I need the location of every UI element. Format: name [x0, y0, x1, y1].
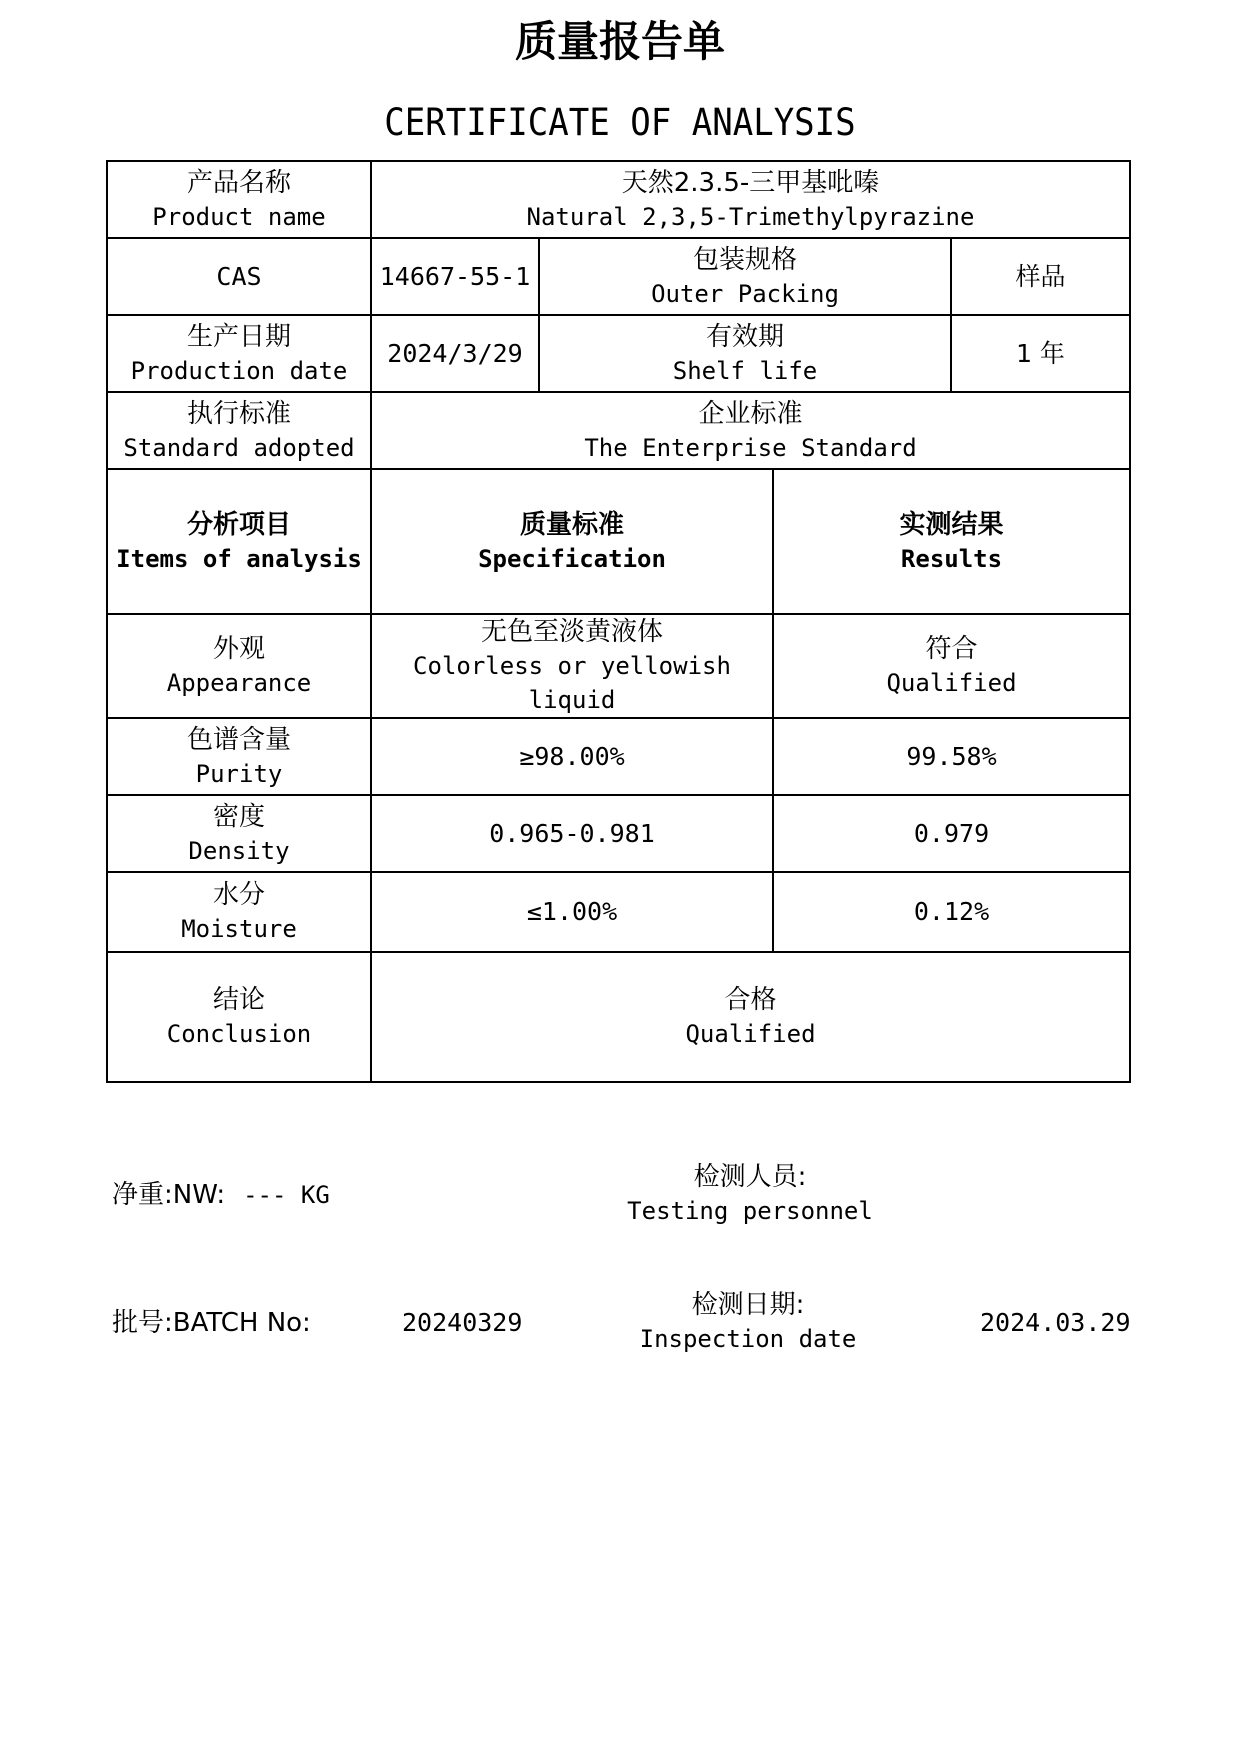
header-en: Specification: [478, 544, 666, 573]
value-cn: 合格: [724, 985, 777, 1015]
row-standard: [107, 392, 1130, 469]
certificate-table: [106, 160, 1131, 1083]
label-en: Product name: [152, 202, 326, 231]
item-en: Purity: [195, 759, 283, 788]
table-row: [107, 795, 1130, 872]
inspection-date-value: 2024.03.29: [980, 1308, 1131, 1337]
batch-label: [112, 1306, 311, 1340]
net-weight-value: --- KG: [243, 1181, 330, 1209]
value-outer-packing: 样品: [951, 238, 1130, 315]
table-row: [107, 872, 1130, 952]
label-outer-packing: [539, 238, 951, 315]
table-row: [107, 614, 1130, 718]
item-purity: [107, 718, 371, 795]
header-cn: 实测结果: [899, 509, 1004, 540]
spec-purity: ≥98.00%: [371, 718, 773, 795]
value-cas: 14667-55-1: [371, 238, 539, 315]
label-cn: 生产日期: [186, 321, 291, 352]
value-en: The Enterprise Standard: [584, 433, 917, 462]
label-en: Conclusion: [166, 1020, 312, 1048]
header-items: [107, 469, 371, 614]
result-purity: 99.58%: [773, 718, 1130, 795]
label-en: Production date: [130, 356, 348, 385]
header-spec: [371, 469, 773, 614]
result-cn: 符合: [925, 634, 978, 664]
row-conclusion: [107, 952, 1130, 1082]
spec-density: 0.965-0.981: [371, 795, 773, 872]
inspection-date-label-en: Inspection date: [639, 1325, 857, 1353]
row-cas: [107, 238, 1130, 315]
label-cn: 产品名称: [186, 167, 291, 198]
item-density: [107, 795, 371, 872]
label-production-date: [107, 315, 371, 392]
spec-cn: 无色至淡黄液体: [480, 617, 663, 647]
label-cn: 包装规格: [692, 244, 797, 275]
label-conclusion: [107, 952, 371, 1082]
item-en: Moisture: [181, 915, 297, 943]
batch-value: 20240329: [402, 1308, 523, 1337]
value-cn: 企业标准: [698, 398, 803, 429]
header-results: [773, 469, 1130, 614]
header-en: Items of analysis: [116, 544, 362, 573]
label-en: Outer Packing: [651, 279, 839, 308]
testing-personnel-label-en: Testing personnel: [627, 1197, 873, 1225]
label-cn: 执行标准: [186, 398, 291, 429]
label-en: Shelf life: [672, 356, 818, 385]
spec-en: Colorless or yellowish liquid: [413, 652, 731, 714]
item-cn: 水分: [212, 880, 265, 910]
value-en: Qualified: [685, 1020, 816, 1048]
item-en: Density: [188, 836, 290, 865]
batch-label-text: 批号:BATCH No:: [112, 1308, 311, 1338]
item-en: Appearance: [166, 669, 312, 697]
result-appearance: [773, 614, 1130, 718]
spec-appearance: [371, 614, 773, 718]
net-weight-label: 净重:NW:: [112, 1180, 226, 1210]
label-product-name: [107, 161, 371, 238]
value-shelf-life: 1 年: [951, 315, 1130, 392]
label-cas: CAS: [107, 238, 371, 315]
value-conclusion: [371, 952, 1130, 1082]
value-standard: [371, 392, 1130, 469]
value-cn: 天然2.3.5-三甲基吡嗪: [621, 167, 880, 198]
value-production-date: 2024/3/29: [371, 315, 539, 392]
item-appearance: [107, 614, 371, 718]
label-cn: 有效期: [705, 321, 784, 352]
result-moisture: 0.12%: [773, 872, 1130, 952]
header-cn: 质量标准: [519, 509, 624, 540]
label-cn: 结论: [212, 985, 265, 1015]
label-standard: [107, 392, 371, 469]
inspection-date: [598, 1288, 898, 1356]
item-cn: 色谱含量: [186, 724, 291, 755]
header-en: Results: [900, 544, 1003, 573]
title-chinese: 质量报告单: [514, 17, 725, 66]
analysis-header-row: [107, 469, 1130, 614]
row-product-name: [107, 161, 1130, 238]
testing-personnel-label-cn: 检测人员:: [693, 1162, 807, 1192]
result-en: Qualified: [886, 669, 1017, 697]
net-weight: [112, 1178, 330, 1212]
item-cn: 密度: [212, 801, 265, 832]
label-en: Standard adopted: [123, 433, 355, 462]
row-production-date: [107, 315, 1130, 392]
table-row: [107, 718, 1130, 795]
label-shelf-life: [539, 315, 951, 392]
header-cn: 分析项目: [186, 509, 291, 540]
testing-personnel: [600, 1160, 900, 1228]
inspection-date-label-cn: 检测日期:: [691, 1290, 805, 1320]
item-cn: 外观: [212, 634, 265, 664]
title-english: CERTIFICATE OF ANALYSIS: [384, 101, 856, 144]
item-moisture: [107, 872, 371, 952]
value-product-name: [371, 161, 1130, 238]
spec-moisture: ≤1.00%: [371, 872, 773, 952]
result-density: 0.979: [773, 795, 1130, 872]
value-en: Natural 2,3,5-Trimethylpyrazine: [526, 202, 975, 231]
